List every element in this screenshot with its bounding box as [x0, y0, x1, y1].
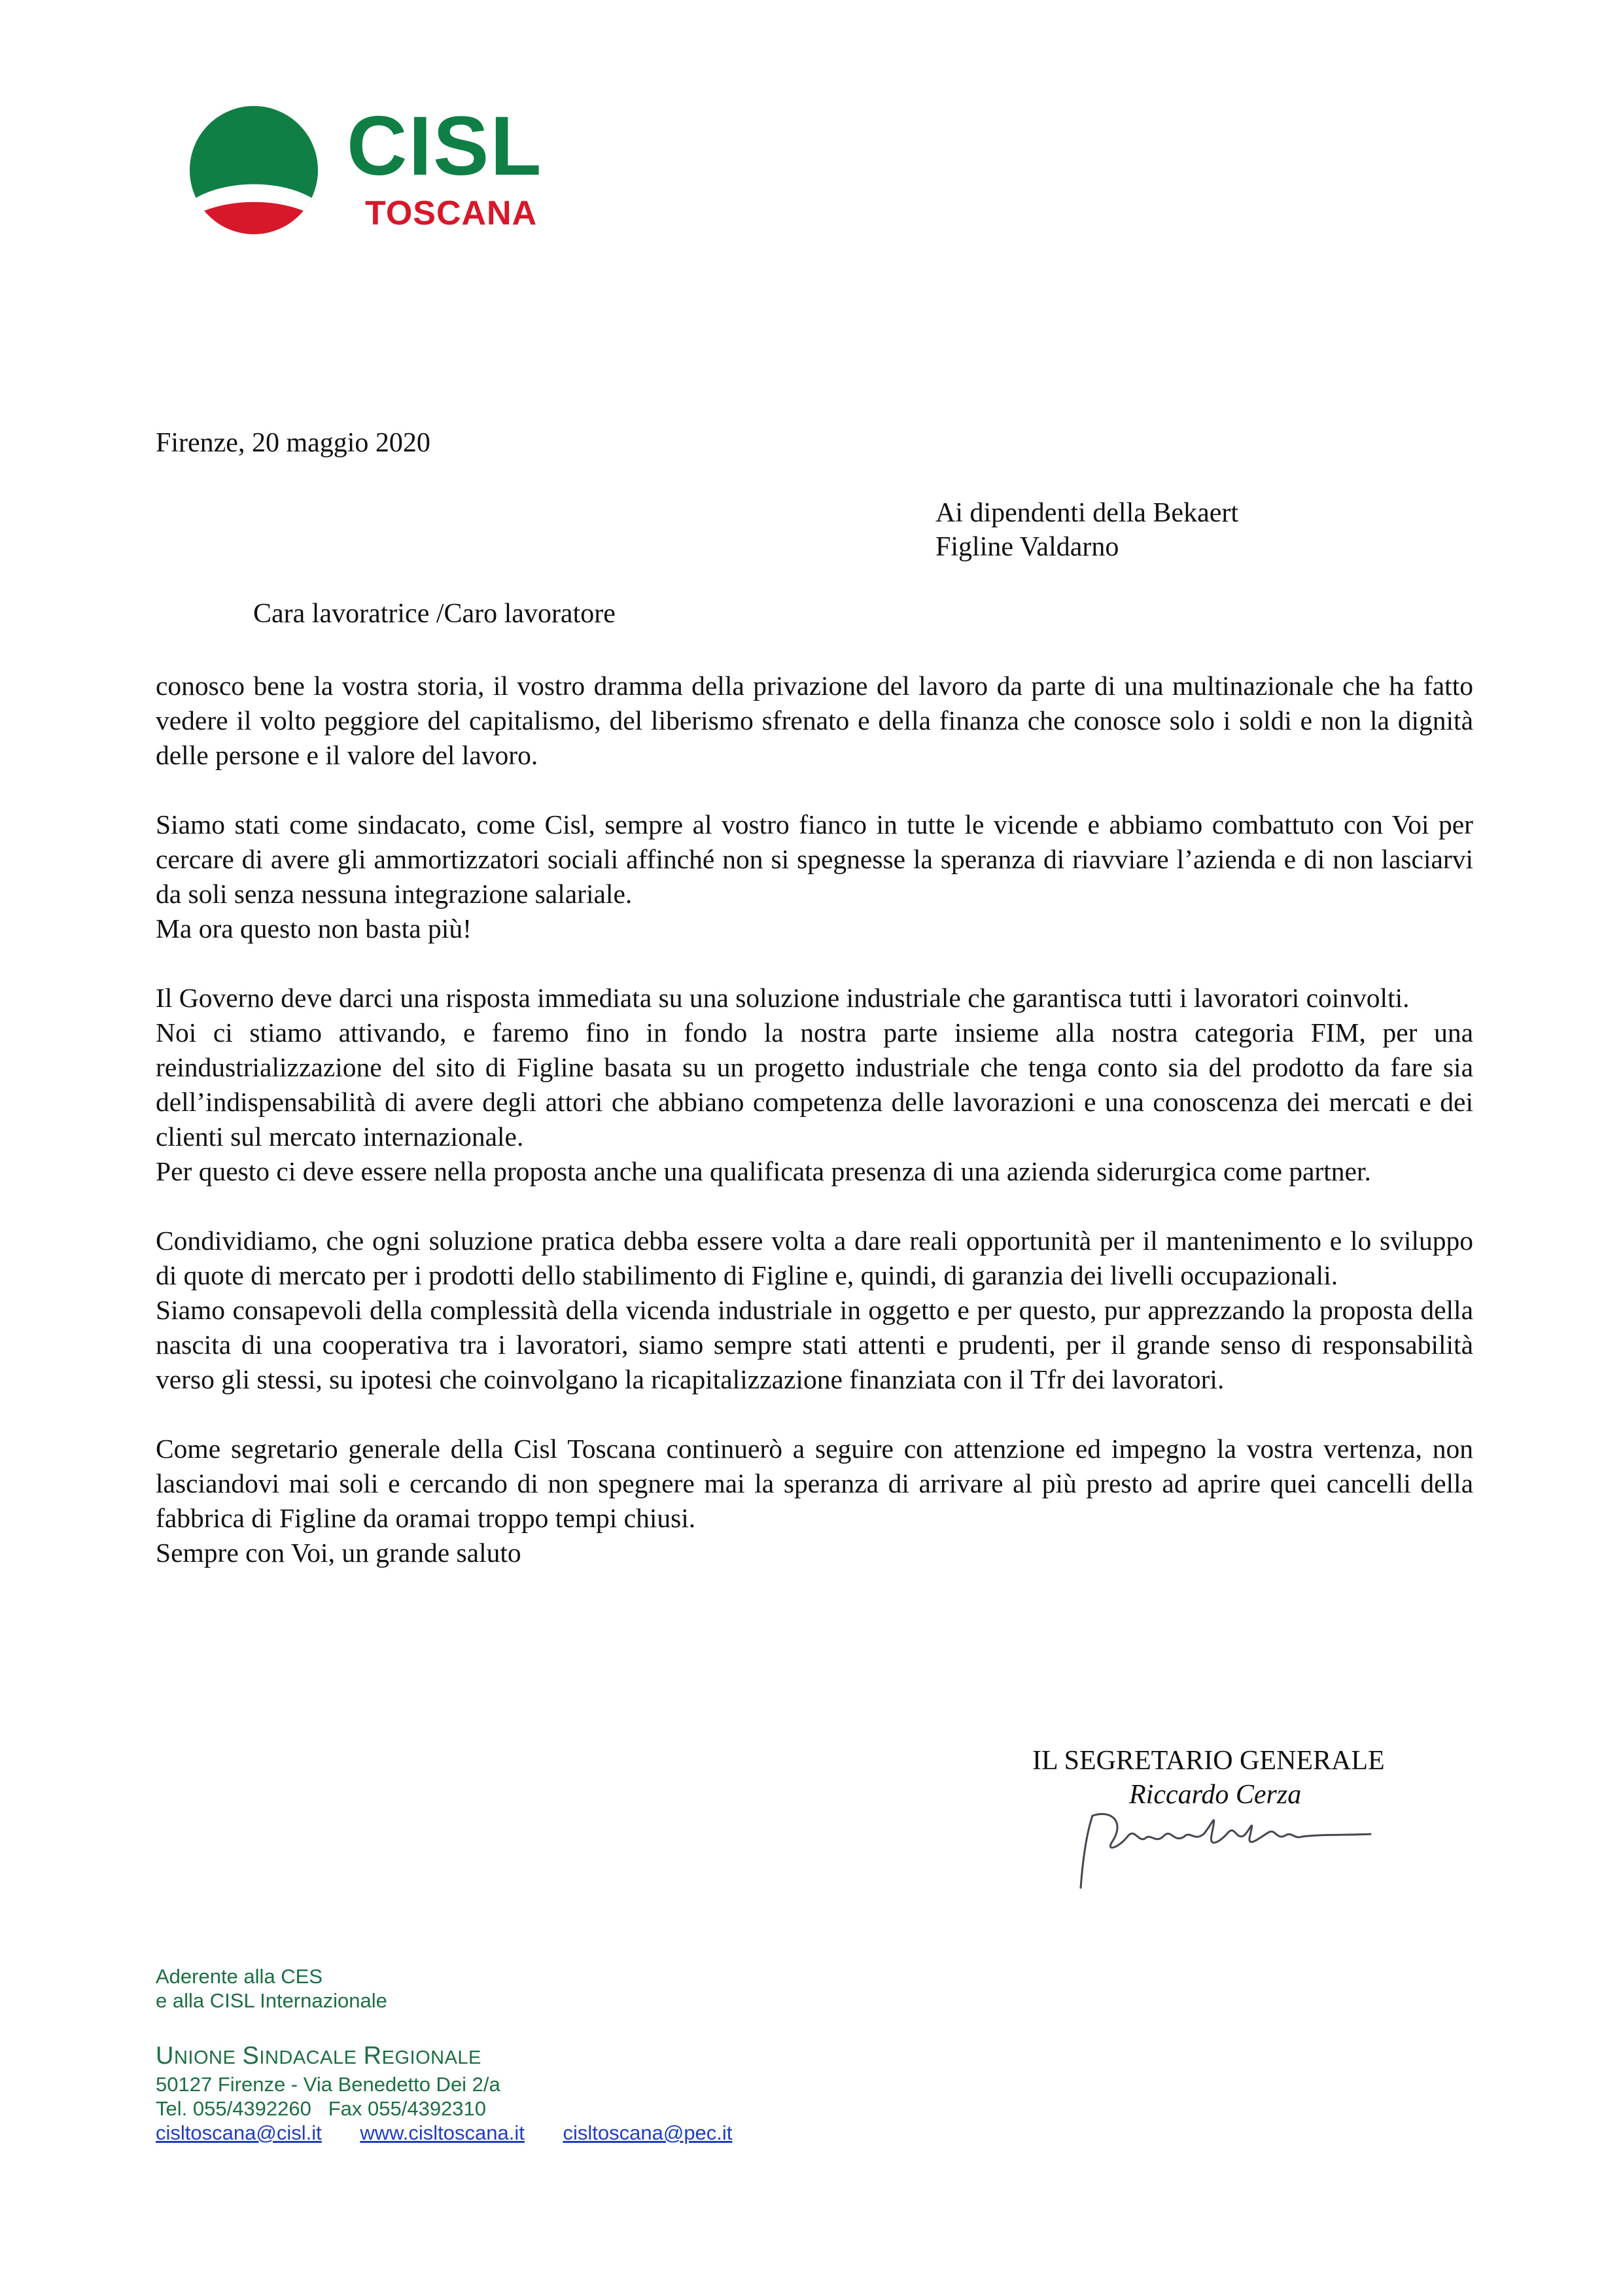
body-sentence: Siamo consapevoli della complessità della vicenda industriale in oggetto e per questo, pur apprezzando la proposta della nascita di una cooperativa tra i lavoratori, siamo sempre stati attenti e prudenti, per il grande senso di responsabilità verso gli stessi, su ipotesi che coinvolgano la ricapitalizzazione finanziata con il Tfr dei lavoratori. — [156, 1295, 1473, 1394]
footer-organization — [156, 2041, 765, 2072]
cisl-logo-mark-icon — [188, 105, 319, 236]
body-sentence: Noi ci stiamo attivando, e faremo fino in fondo la nostra parte insieme alla nostra categoria FIM, per una reindustrializzazione del sito di Figline basata su un progetto industriale che tenga conto sia del prodotto da fare sia dell’indispensabilità di avere degli attori che abbiano competenza delle lavorazioni e una conoscenza dei mercati e dei clienti sul mercato internazionale. — [156, 1017, 1473, 1152]
org-word: EGIONALE — [381, 2047, 481, 2068]
logo-name: CISL — [347, 99, 543, 193]
body-paragraph — [156, 807, 1473, 946]
footer-address: 50127 Firenze - Via Benedetto Dei 2/a — [156, 2073, 500, 2096]
body-paragraph — [156, 1432, 1473, 1570]
pec-email-link[interactable]: cisltoscana@pec.it — [563, 2121, 733, 2144]
email-link[interactable]: cisltoscana@cisl.it — [156, 2121, 322, 2144]
recipient-block — [935, 496, 1238, 564]
body-sentence: Per questo ci deve essere nella proposta anche una qualificata presenza di una azienda siderurgica come partner. — [156, 1156, 1371, 1186]
handwritten-signature-icon — [1073, 1796, 1374, 1894]
body-sentence: Siamo stati come sindacato, come Cisl, sempre al vostro fianco in tutte le vicende e abbiamo combattuto con Voi per cercare di avere gli ammortizzatori sociali affinché non si spegnesse la speranza di riavviare l’azienda e di non lasciarvi da soli senza nessuna integrazione salariale. — [156, 809, 1473, 909]
body-paragraph — [156, 1224, 1473, 1397]
body-paragraph — [156, 669, 1473, 773]
signature-name: Riccardo Cerza — [1129, 1780, 1302, 1810]
body-sentence: Ma ora questo non basta più! — [156, 913, 472, 944]
footer-links — [156, 2121, 765, 2145]
body-sentence: Condividiamo, che ogni soluzione pratica debba essere volta a dare reali opportunità per il mantenimento e lo sviluppo di quote di mercato per i prodotti dello stabilimento di Figline e, quindi, di garanzia dei livelli occupazionali. — [156, 1226, 1473, 1290]
org-initial: U — [156, 2042, 174, 2070]
body-sentence: Come segretario generale della Cisl Toscana continuerò a seguire con attenzione ed impegno la vostra vertenza, non lasciandovi mai soli e cercando di non spegnere mai la speranza di arrivare al più presto ad aprire quei cancelli della fabbrica di Figline da oramai troppo tempi chiusi. — [156, 1434, 1473, 1533]
body-sentence: Il Governo deve darci una risposta immediata su una soluzione industriale che garantisca tutti i lavoratori coinvolti. — [156, 983, 1410, 1013]
org-initial: S — [242, 2042, 260, 2070]
salutation: Cara lavoratrice /Caro lavoratore — [253, 599, 616, 629]
org-word: INDACALE — [259, 2047, 357, 2068]
body-sentence: conosco bene la vostra storia, il vostro dramma della privazione del lavoro da parte di una multinazionale che ha fatto vedere il volto peggiore del capitalismo, del liberismo sfrenato e della finanza che conosce solo i soldi e non la dignità delle persone e il valore del lavoro. — [156, 671, 1473, 770]
website-link[interactable]: www.cisltoscana.it — [360, 2121, 525, 2144]
signature-title: IL SEGRETARIO GENERALE — [1032, 1746, 1385, 1776]
recipient-line: Figline Valdarno — [935, 532, 1119, 562]
footer-phone: Tel. 055/4392260 Fax 055/4392310 — [156, 2097, 487, 2120]
footer-affiliation: Aderente alla CES — [156, 1965, 323, 1988]
org-initial: R — [363, 2042, 382, 2070]
cisl-toscana-logo — [188, 99, 555, 236]
letter-date: Firenze, 20 maggio 2020 — [156, 428, 430, 458]
body-sentence: Sempre con Voi, un grande saluto — [156, 1538, 521, 1568]
footer-affiliation: e alla CISL Internazionale — [156, 1989, 387, 2012]
body-paragraph — [156, 981, 1473, 1189]
logo-region: TOSCANA — [365, 194, 538, 232]
letter-body — [156, 669, 1473, 1605]
org-word: NIONE — [173, 2047, 236, 2068]
recipient-line: Ai dipendenti della Bekaert — [935, 498, 1239, 528]
letterhead-footer — [156, 1964, 765, 2145]
